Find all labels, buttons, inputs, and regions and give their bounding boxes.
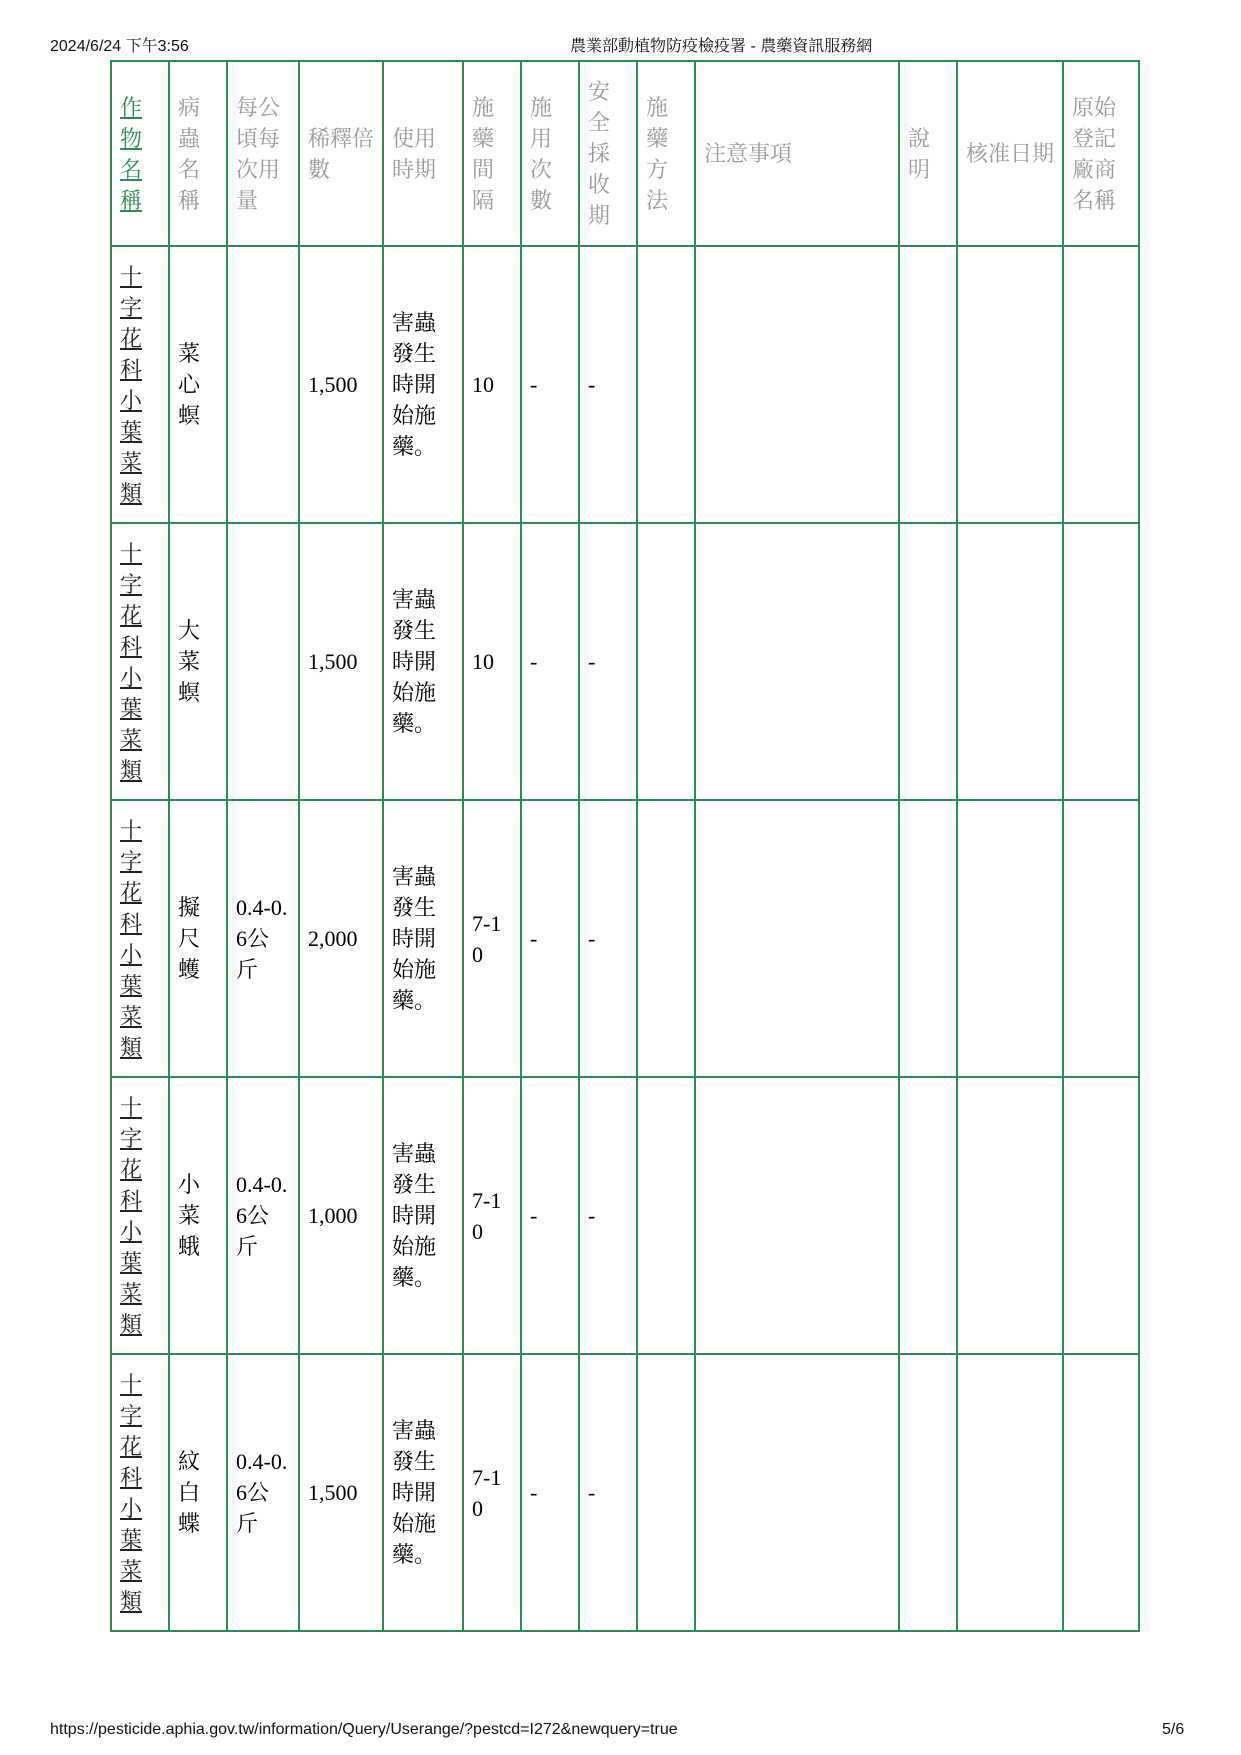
cell-interval: 7-10 xyxy=(463,1354,521,1631)
crop-link[interactable]: 十字花科小葉菜類 xyxy=(120,263,143,506)
cell-crop[interactable] xyxy=(111,1077,169,1354)
cell-pest: 大菜螟 xyxy=(169,523,227,800)
cell-company xyxy=(1063,800,1139,1077)
cell-approved xyxy=(957,523,1063,800)
cell-method xyxy=(637,800,695,1077)
cell-crop[interactable] xyxy=(111,523,169,800)
cell-pest: 小菜蛾 xyxy=(169,1077,227,1354)
cell-approved xyxy=(957,800,1063,1077)
print-datetime: 2024/6/24 下午3:56 xyxy=(50,38,189,55)
cell-crop[interactable] xyxy=(111,800,169,1077)
cell-approved xyxy=(957,1354,1063,1631)
cell-interval: 10 xyxy=(463,246,521,523)
crop-link[interactable]: 十字花科小葉菜類 xyxy=(120,540,143,783)
table-row xyxy=(111,246,1139,523)
cell-dosage: 0.4-0.6公斤 xyxy=(227,800,299,1077)
cell-pest: 擬尺蠖 xyxy=(169,800,227,1077)
cell-harvest: - xyxy=(579,800,637,1077)
column-header-harvest: 安全採收期 xyxy=(579,61,637,246)
table-row xyxy=(111,1077,1139,1354)
cell-times: - xyxy=(521,800,579,1077)
cell-notes xyxy=(695,523,899,800)
column-header-approved: 核准日期 xyxy=(957,61,1063,246)
cell-dilution: 1,000 xyxy=(299,1077,383,1354)
cell-notes xyxy=(695,1354,899,1631)
page-url: https://pesticide.aphia.gov.tw/information/Query/Userange/?pestcd=I272&newquery=true xyxy=(50,1721,678,1738)
crop-link[interactable]: 十字花科小葉菜類 xyxy=(120,817,143,1060)
table-row xyxy=(111,523,1139,800)
crop-link[interactable]: 十字花科小葉菜類 xyxy=(120,1094,143,1337)
cell-interval: 7-10 xyxy=(463,800,521,1077)
cell-timing: 害蟲發生時開始施藥。 xyxy=(383,523,463,800)
cell-desc xyxy=(899,246,957,523)
column-header-company: 原始登記廠商名稱 xyxy=(1063,61,1139,246)
column-header-dosage: 每公頃每次用量 xyxy=(227,61,299,246)
cell-notes xyxy=(695,246,899,523)
cell-method xyxy=(637,1077,695,1354)
cell-harvest: - xyxy=(579,523,637,800)
cell-dosage xyxy=(227,246,299,523)
crop-link[interactable]: 十字花科小葉菜類 xyxy=(120,1371,143,1614)
cell-interval: 7-10 xyxy=(463,1077,521,1354)
column-header-dilution: 稀釋倍數 xyxy=(299,61,383,246)
cell-desc xyxy=(899,523,957,800)
cell-times: - xyxy=(521,1354,579,1631)
column-header-interval: 施藥間隔 xyxy=(463,61,521,246)
column-header-method: 施藥方法 xyxy=(637,61,695,246)
cell-company xyxy=(1063,246,1139,523)
cell-notes xyxy=(695,800,899,1077)
cell-times: - xyxy=(521,523,579,800)
cell-harvest: - xyxy=(579,246,637,523)
cell-timing: 害蟲發生時開始施藥。 xyxy=(383,1354,463,1631)
cell-method xyxy=(637,1354,695,1631)
cell-pest: 菜心螟 xyxy=(169,246,227,523)
cell-company xyxy=(1063,1354,1139,1631)
cell-timing: 害蟲發生時開始施藥。 xyxy=(383,246,463,523)
cell-harvest: - xyxy=(579,1077,637,1354)
cell-desc xyxy=(899,1077,957,1354)
cell-dilution: 1,500 xyxy=(299,246,383,523)
cell-dilution: 1,500 xyxy=(299,1354,383,1631)
table-row xyxy=(111,800,1139,1077)
cell-dilution: 1,500 xyxy=(299,523,383,800)
page-number: 5/6 xyxy=(1162,1721,1185,1738)
cell-dosage: 0.4-0.6公斤 xyxy=(227,1077,299,1354)
cell-timing: 害蟲發生時開始施藥。 xyxy=(383,800,463,1077)
cell-dilution: 2,000 xyxy=(299,800,383,1077)
cell-dosage: 0.4-0.6公斤 xyxy=(227,1354,299,1631)
site-title: 農業部動植物防疫檢疫署 - 農藥資訊服務網 xyxy=(570,38,873,55)
cell-dosage xyxy=(227,523,299,800)
cell-desc xyxy=(899,1354,957,1631)
cell-crop[interactable] xyxy=(111,1354,169,1631)
column-header-pest: 病蟲名稱 xyxy=(169,61,227,246)
column-header-notes: 注意事項 xyxy=(695,61,899,246)
column-header-desc: 說明 xyxy=(899,61,957,246)
cell-times: - xyxy=(521,246,579,523)
column-header-crop[interactable] xyxy=(111,61,169,246)
cell-company xyxy=(1063,1077,1139,1354)
table-header-row xyxy=(111,61,1139,246)
cell-notes xyxy=(695,1077,899,1354)
cell-approved xyxy=(957,246,1063,523)
cell-pest: 紋白蝶 xyxy=(169,1354,227,1631)
cell-company xyxy=(1063,523,1139,800)
cell-method xyxy=(637,246,695,523)
pesticide-usage-table xyxy=(110,60,1140,1632)
cell-approved xyxy=(957,1077,1063,1354)
column-header-times: 施用次數 xyxy=(521,61,579,246)
cell-harvest: - xyxy=(579,1354,637,1631)
cell-desc xyxy=(899,800,957,1077)
cell-interval: 10 xyxy=(463,523,521,800)
cell-crop[interactable] xyxy=(111,246,169,523)
table-row xyxy=(111,1354,1139,1631)
cell-timing: 害蟲發生時開始施藥。 xyxy=(383,1077,463,1354)
cell-method xyxy=(637,523,695,800)
column-header-timing: 使用時期 xyxy=(383,61,463,246)
cell-times: - xyxy=(521,1077,579,1354)
sort-link-crop[interactable]: 作物名稱 xyxy=(120,94,143,213)
